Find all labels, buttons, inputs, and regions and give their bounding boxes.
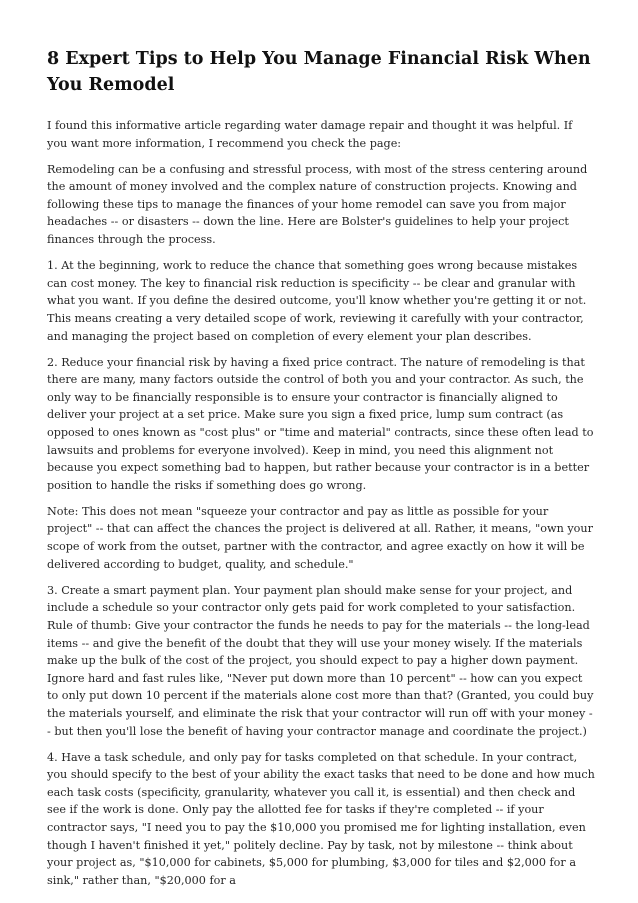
tip-1-paragraph: 1. At the beginning, work to reduce the chance that something goes wrong because mistakes can cost money. The key to financial risk reduction is specificity -- be clear and granular with what you want. If you define the desired outcome, you'll know whether you're getting it or not. This means creating a very detailed scope of work, reviewing it carefully with your contractor, and managing the project based on completion of every element your plan describes.	[47, 259, 587, 343]
article-title: 8 Expert Tips to Help You Manage Financial Risk When You Remodel	[47, 49, 591, 95]
document-page	[47, 46, 595, 898]
tip-2-paragraph: 2. Reduce your financial risk by having a fixed price contract. The nature of remodeling is that there are many, many factors outside the control of both you and your contractor. As such, the only way to be financially responsible is to ensure your contractor is financially aligned to deliver your project at a set price. Make sure you sign a fixed price, lump sum contract (as opposed to ones known as "cost plus" or "time and material" contracts, since these often lead to lawsuits and problems for everyone involved). Keep in mind, you need this alignment not because you expect something bad to happen, but rather because your contractor is in a better position to handle the risks if something does go wrong.	[47, 355, 594, 492]
tip-4-paragraph: 4. Have a task schedule, and only pay for tasks completed on that schedule. In your contract, you should specify to the best of your ability the exact tasks that need to be done and how much each task costs (specificity, granularity, whatever you call it, is essential) and then check and see if the work is done. Only pay the allotted fee for tasks if they're completed -- if your contractor says, "I need you to pay the $10,000 you promised me for lighting installation, even though I haven't finished it yet," politely decline. Pay by task, not by milestone -- think about your project as, "$10,000 for cabinets, $5,000 for plumbing, $3,000 for tiles and $2,000 for a sink," rather than, "$20,000 for a	[47, 750, 595, 887]
note-paragraph: Note: This does not mean "squeeze your contractor and pay as little as possible for your project" -- that can affect the chances the project is delivered at all. Rather, it means, "own your scope of work from the outset, partner with the contractor, and agree exactly on how it will be delivered according to budget, quality, and schedule."	[47, 504, 593, 571]
intro-paragraph: I found this informative article regarding water damage repair and thought it was helpful. If you want more information, I recommend you check the page:	[47, 119, 573, 150]
tip-3-paragraph: 3. Create a smart payment plan. Your payment plan should make sense for your project, and include a schedule so your contractor only gets paid for work completed to your satisfaction. Rule of thumb: Give your contractor the funds he needs to pay for the materials -- the long-lead items -- and give the benefit of the doubt that they will use your money wisely. If the materials make up the bulk of the cost of the project, you should expect to pay a higher down payment. Ignore hard and fast rules like, "Never put down more than 10 percent" -- how can you expect to only put down 10 percent if the materials alone cost more than that? (Granted, you could buy the materials yourself, and eliminate the risk that your contractor will run off with your money -- but then you'll lose the benefit of having your contractor manage and coordinate the project.)	[47, 583, 594, 738]
overview-paragraph: Remodeling can be a confusing and stressful process, with most of the stress centering around the amount of money involved and the complex nature of construction projects. Knowing and following these tips to manage the finances of your home remodel can save you from major headaches -- or disasters -- down the line. Here are Bolster's guidelines to help your project finances through the process.	[47, 162, 588, 247]
